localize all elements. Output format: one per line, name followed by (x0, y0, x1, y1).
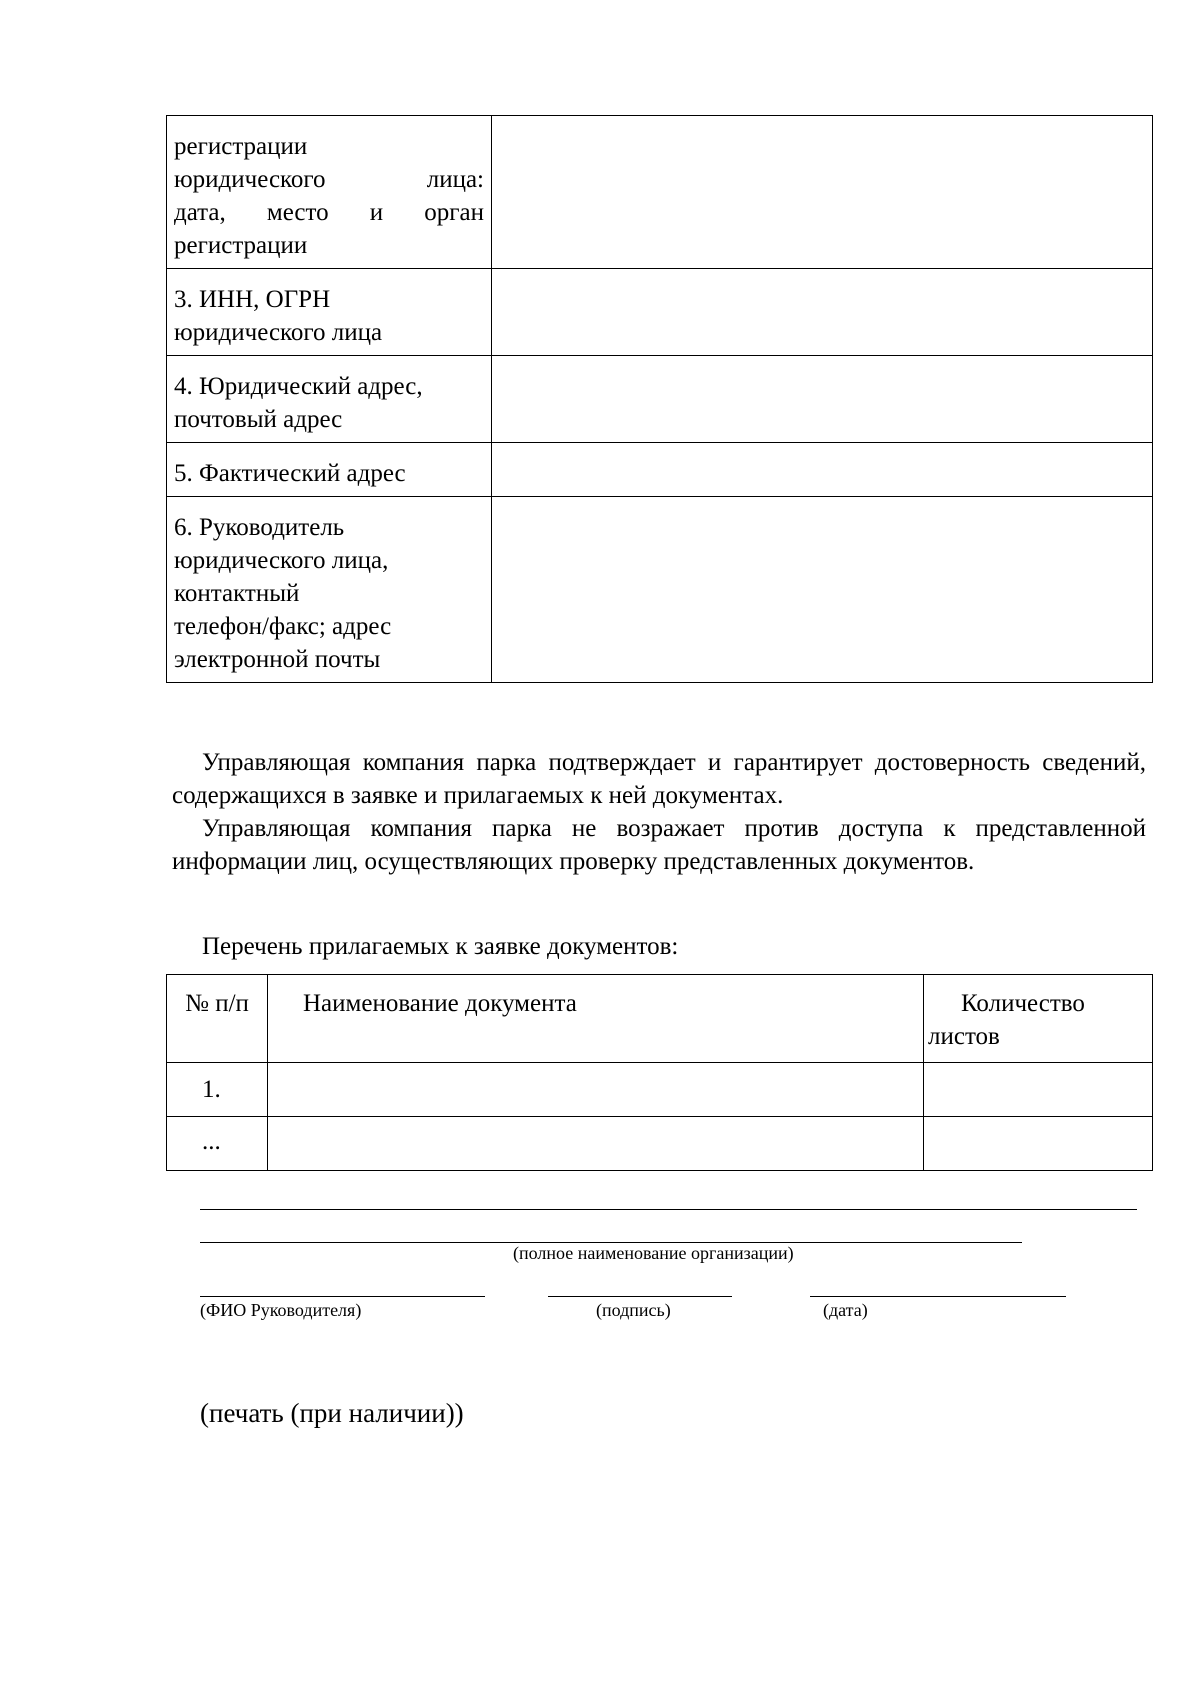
table-row (167, 269, 1153, 356)
label-cell-head (167, 497, 492, 683)
date-line[interactable] (810, 1296, 1066, 1297)
label-line: почтовый адрес (174, 406, 343, 433)
fio-line[interactable] (200, 1296, 485, 1297)
table-header-row (167, 975, 1153, 1063)
label-line: юридического лица: (174, 166, 484, 193)
label-line: контактный (174, 580, 300, 607)
value-cell-inn[interactable] (492, 269, 1153, 356)
table-row (167, 1117, 1153, 1171)
docs-list-title: Перечень прилагаемых к заявке документов: (202, 933, 679, 960)
signature-caption: (подпись) (596, 1300, 671, 1320)
label-line: 3. ИНН, ОГРН (174, 286, 331, 313)
label-line: 4. Юридический адрес, (174, 373, 423, 400)
date-caption: (дата) (823, 1300, 868, 1320)
docs-table (166, 974, 1153, 1171)
table-row (167, 497, 1153, 683)
value-cell-head[interactable] (492, 497, 1153, 683)
row-qty-cell[interactable] (924, 1063, 1153, 1117)
paragraph-access: Управляющая компания парка не возражает против доступа к представленной информации лиц, осуществляющих проверку представленных документов. (172, 815, 1146, 875)
table-row (167, 356, 1153, 443)
org-name-caption: (полное наименование организации) (513, 1243, 794, 1263)
fio-caption: (ФИО Руководителя) (200, 1300, 362, 1320)
row-name-cell[interactable] (268, 1117, 924, 1171)
label-line: 5. Фактический адрес (174, 460, 406, 487)
label-line: юридического лица, (174, 547, 389, 574)
label-line: регистрации (174, 232, 308, 259)
stamp-note: (печать (при наличии)) (200, 1398, 464, 1428)
header-name: Наименование документа (268, 975, 924, 1063)
table-row (167, 1063, 1153, 1117)
header-qty-line2: листов (928, 1023, 1000, 1050)
row-num: ... (167, 1117, 268, 1171)
value-cell-registration[interactable] (492, 116, 1153, 269)
header-qty (924, 975, 1153, 1063)
value-cell-actual-address[interactable] (492, 443, 1153, 497)
label-cell-inn (167, 269, 492, 356)
label-line: дата, место и орган (174, 199, 484, 226)
label-cell-legal-address (167, 356, 492, 443)
info-table (166, 115, 1153, 683)
label-line: юридического лица (174, 319, 383, 346)
header-qty-line1: Количество (961, 990, 1085, 1017)
paragraph-guarantee: Управляющая компания парка подтверждает и гарантирует достоверность сведений, содержащихся в заявке и прилагаемых к ней документах. (172, 749, 1146, 809)
label-line: регистрации (174, 133, 308, 160)
label-line: 6. Руководитель (174, 514, 345, 541)
table-row (167, 443, 1153, 497)
label-line: телефон/факс; адрес (174, 613, 392, 640)
confirmation-paragraphs (172, 746, 1146, 878)
label-line: электронной почты (174, 646, 381, 673)
signature-line[interactable] (548, 1296, 732, 1297)
header-num: № п/п (167, 975, 268, 1063)
row-num: 1. (167, 1063, 268, 1117)
row-name-cell[interactable] (268, 1063, 924, 1117)
org-name-line-1[interactable] (200, 1209, 1137, 1210)
value-cell-legal-address[interactable] (492, 356, 1153, 443)
label-cell-registration (167, 116, 492, 269)
row-qty-cell[interactable] (924, 1117, 1153, 1171)
label-cell-actual-address (167, 443, 492, 497)
table-row (167, 116, 1153, 269)
